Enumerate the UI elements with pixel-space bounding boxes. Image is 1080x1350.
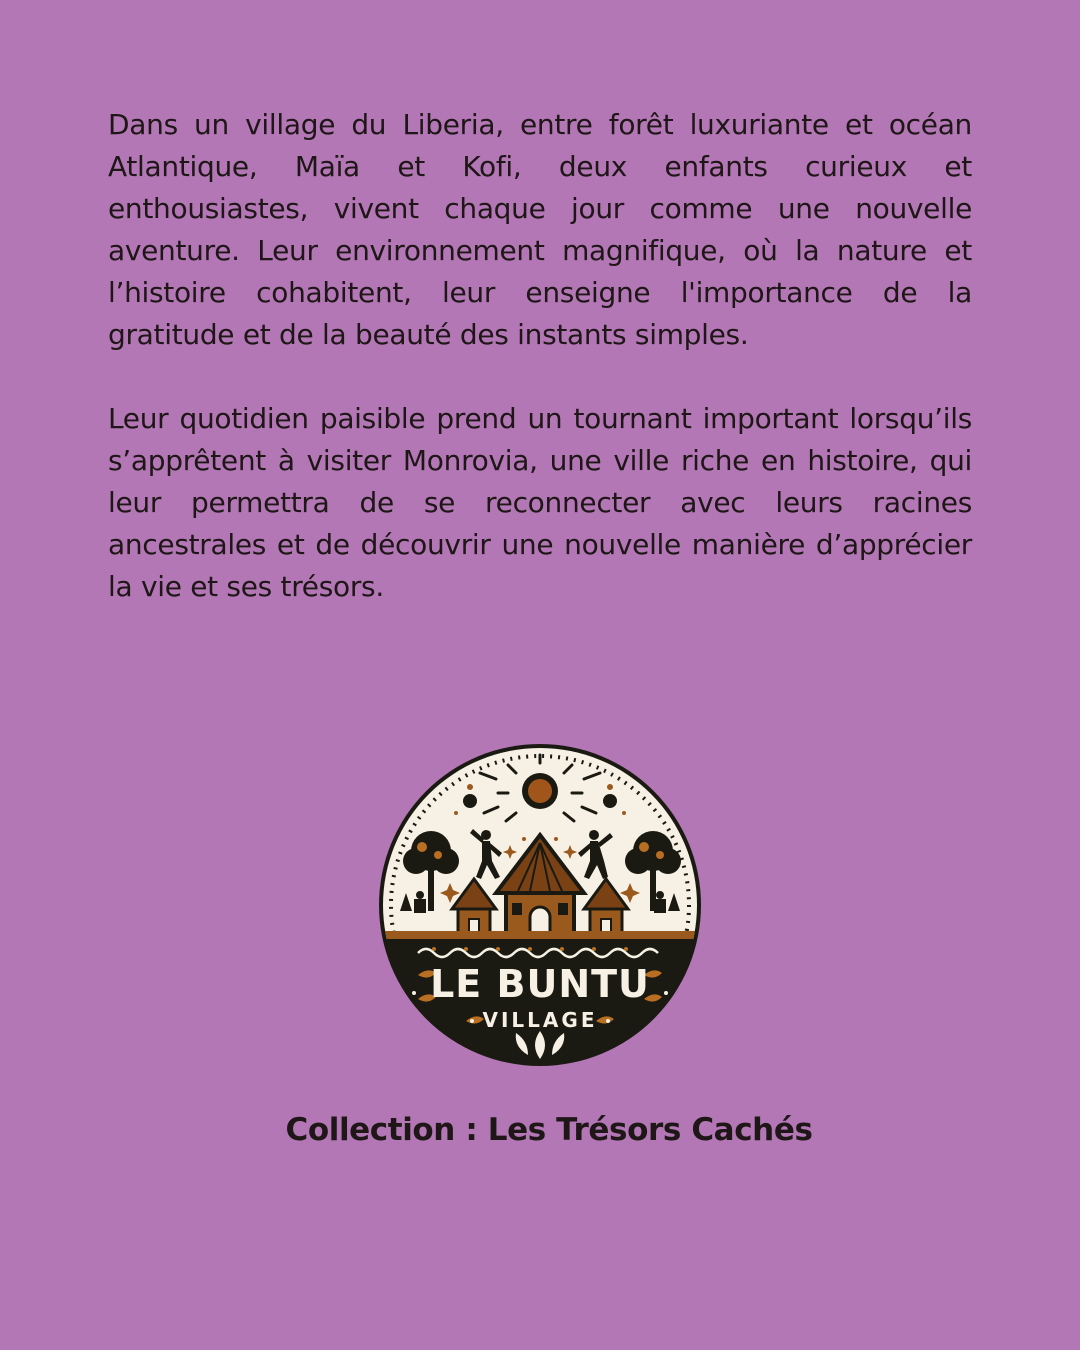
synopsis	[108, 104, 972, 608]
village-emblem-icon	[378, 743, 702, 1067]
collection-title: Collection : Les Trésors Cachés	[285, 1112, 813, 1148]
synopsis-paragraph-2: Leur quotidien paisible prend un tournant important lorsqu’ils s’apprêtent à visiter Monrovia, une ville riche en histoire, qui leur permettra de se reconnecter avec leurs racines ancestrales et de découvrir une nouvelle manière d’apprécier la vie et ses trésors.	[108, 402, 972, 603]
logo-line2: VILLAGE	[482, 1008, 598, 1032]
synopsis-paragraph-1: Dans un village du Liberia, entre forêt luxuriante et océan Atlantique, Maïa et Kofi, deux enfants curieux et enthousiastes, vivent chaque jour comme une nouvelle aventure. Leur environnement magnifique, où la nature et l’histoire cohabitent, leur enseigne l'importance de la gratitude et de la beauté des instants simples.	[108, 108, 972, 351]
buntu-village-logo	[378, 743, 702, 1067]
logo-line1: LE BUNTU	[430, 962, 650, 1006]
